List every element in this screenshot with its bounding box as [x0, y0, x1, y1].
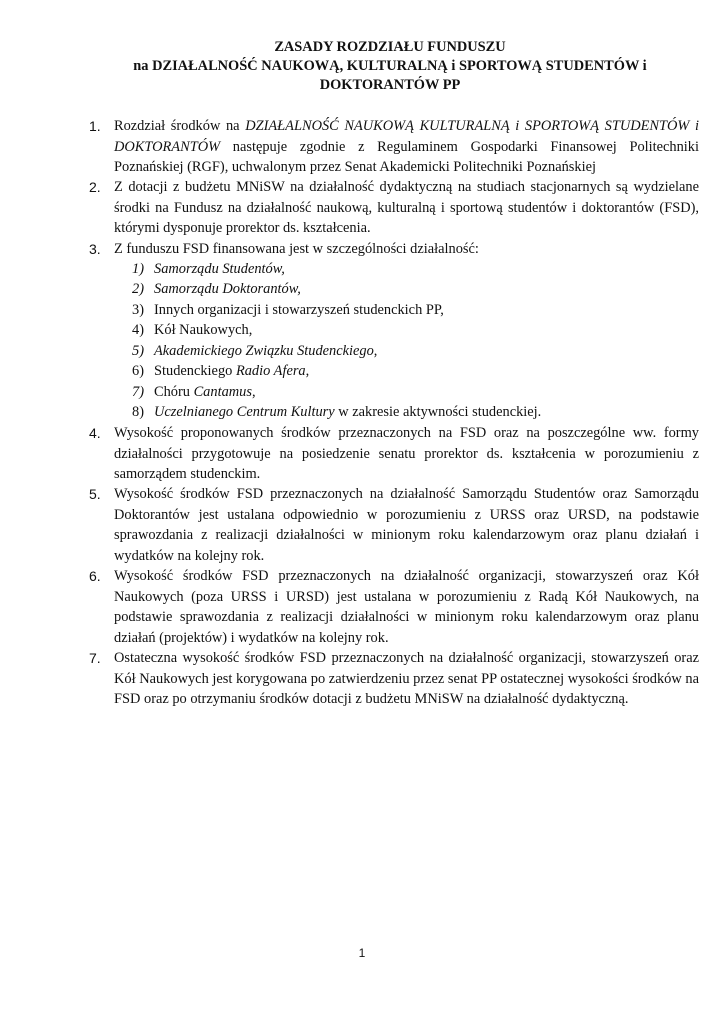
- list-item-5: Wysokość środków FSD przeznaczonych na działalność Samorządu Studentów oraz Samorządu Doktorantów jest ustalana odpowiednio w porozumieniu z URSS oraz URSD, na podstawie sprawozdania z realizacji działalności w minionym roku kalendarzowym oraz planu działań i wydatków na kolejny rok.: [114, 486, 699, 564]
- list-item-6: Wysokość środków FSD przeznaczonych na działalność organizacji, stowarzyszeń oraz Kół Naukowych (poza URSS i URSD) jest ustalana w porozumieniu z Radą Kół Naukowych, na podstawie sprawozdania z realizacji działalności w minionym roku kalendarzowym oraz planu działań (projektów) i wydatków na kolejny rok.: [114, 568, 699, 646]
- item-number-2: 2.: [89, 179, 101, 195]
- page-number: 1: [358, 946, 366, 960]
- item-1-italic-text: DZIAŁALNOŚĆ NAUKOWĄ KULTURALNĄ i SPORTOWĄ STUDENTÓW i DOKTORANTÓW: [114, 118, 700, 155]
- item-number-5: 5.: [89, 486, 101, 502]
- sublist-number-6: 6): [132, 363, 144, 379]
- sublist-item-1: Samorządu Studentów,: [154, 261, 285, 277]
- sublist-number-1: 1): [132, 261, 144, 277]
- document-title: [80, 38, 700, 95]
- sublist-item-5: Akademickiego Związku Studenckiego,: [154, 343, 378, 359]
- sublist-item-6: Studenckiego Radio Afera,: [154, 363, 310, 379]
- sublist-item-2: Samorządu Doktorantów,: [154, 281, 301, 297]
- list-item-4: Wysokość proponowanych środków przeznaczonych na FSD oraz na poszczególne ww. formy działalności przygotowuje na posiedzenie senatu prorektor ds. kształcenia w porozumieniu z samorządem studenckim.: [114, 425, 699, 482]
- item-number-6: 6.: [89, 568, 101, 584]
- title-line-3: DOKTORANTÓW PP: [319, 77, 461, 93]
- sublist-number-3: 3): [132, 302, 144, 318]
- list-item-3: Z funduszu FSD finansowana jest w szczególności działalność:: [114, 241, 479, 257]
- title-line-1: ZASADY ROZDZIAŁU FUNDUSZU: [274, 39, 506, 55]
- list-item-2: Z dotacji z budżetu MNiSW na działalność dydaktyczną na studiach stacjonarnych są wydzielane środki na Fundusz na działalność naukową, kulturalną i sportową studentów i doktorantów (FSD), którymi dysponuje prorektor ds. kształcenia.: [114, 179, 699, 236]
- item-1-text-start: Rozdział środków na: [114, 118, 246, 134]
- sublist-number-2: 2): [132, 281, 144, 297]
- list-item-1: [114, 116, 699, 178]
- sublist-item-8: Uczelnianego Centrum Kultury w zakresie aktywności studenckiej.: [154, 404, 542, 420]
- item-1-text-end: następuje zgodnie z Regulaminem Gospodarki Finansowej Politechniki Poznańskiej (RGF), uchwalonym przez Senat Akademicki Politechniki Poznańskiej: [114, 138, 699, 175]
- sublist-item-7: Chóru Cantamus,: [154, 384, 256, 400]
- sublist-number-8: 8): [132, 404, 144, 420]
- sublist-number-5: 5): [132, 343, 144, 359]
- list-item-7: Ostateczna wysokość środków FSD przeznaczonych na działalność organizacji, stowarzyszeń oraz Kół Naukowych jest korygowana po zatwierdzeniu przez senat PP ostatecznej wysokości środków na FSD oraz po otrzymaniu środków dotacji z budżetu MNiSW na działalność dydaktyczną.: [114, 650, 699, 707]
- item-number-1: 1.: [89, 118, 101, 134]
- item-number-3: 3.: [89, 241, 101, 257]
- sublist-item-3: Innych organizacji i stowarzyszeń studenckich PP,: [154, 302, 444, 318]
- item-number-4: 4.: [89, 425, 101, 441]
- title-line-2: na DZIAŁALNOŚĆ NAUKOWĄ, KULTURALNĄ i SPORTOWĄ STUDENTÓW i: [133, 58, 647, 74]
- sublist-number-4: 4): [132, 322, 144, 338]
- item-number-7: 7.: [89, 650, 101, 666]
- sublist-item-4: Kół Naukowych,: [154, 322, 253, 338]
- sublist-number-7: 7): [132, 384, 144, 400]
